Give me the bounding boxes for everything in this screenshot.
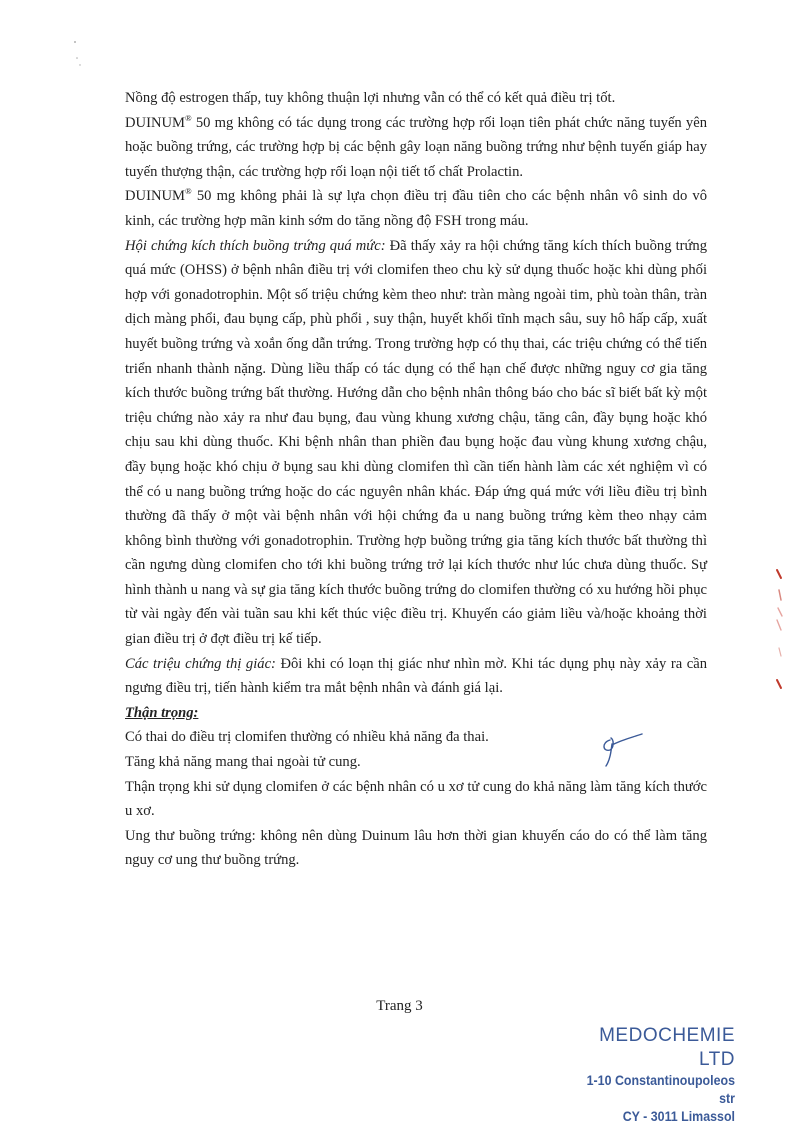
section-lead-visual: Các triệu chứng thị giác: bbox=[125, 655, 276, 672]
paragraph-text: Đôi khi có loạn thị giác như nhìn mờ. Khi tác dụng phụ này xảy ra cần ngưng điều trị, tiến hành kiểm tra mắt bệnh nhân và đánh giá lại. bbox=[125, 655, 707, 697]
scan-speck-marks bbox=[60, 38, 90, 78]
stamp-address-line-2: CY - 3011 Limassol bbox=[622, 1109, 735, 1124]
paragraph-text: 50 mg không phải là sự lựa chọn điều trị đầu tiên cho các bệnh nhân vô sinh do vô kinh, các trường hợp mãn kinh sớm do tăng nồng độ FSH trong máu. bbox=[125, 188, 707, 229]
stamp-address-line-1: 1-10 Constantinoupoleos str bbox=[586, 1073, 735, 1106]
handwritten-signature bbox=[598, 730, 648, 770]
paragraph-text: 50 mg không có tác dụng trong các trường hợp rối loạn tiên phát chức năng tuyến yên hoặc buồng trứng, các trường hợp bị các bệnh gây loạn năng buồng trứng như bệnh tuyến giáp hay tuyến thượng thận, các trường hợp rối loạn nội tiết tố chất Prolactin. bbox=[125, 114, 707, 180]
paragraph-text: Nồng độ estrogen thấp, tuy không thuận lợi nhưng vẫn có thể có kết quả điều trị tốt. bbox=[125, 90, 616, 106]
precaution-item: Tăng khả năng mang thai ngoài tử cung. bbox=[125, 754, 361, 771]
brand-name: DUINUM bbox=[125, 188, 185, 205]
precautions-heading: Thận trọng: bbox=[125, 704, 199, 721]
page-number: Trang 3 bbox=[376, 998, 423, 1014]
margin-stamp-fragment bbox=[765, 560, 795, 700]
paragraph-visual-symptoms bbox=[125, 652, 707, 701]
section-lead-ohss: Hội chứng kích thích buồng trứng quá mức: bbox=[125, 237, 386, 254]
paragraph-duinum-1 bbox=[125, 111, 707, 185]
registered-mark: ® bbox=[185, 186, 192, 197]
company-stamp bbox=[560, 1024, 735, 1126]
precaution-item: Có thai do điều trị clomifen thường có nhiều khả năng đa thai. bbox=[125, 729, 489, 746]
stamp-company-name: MEDOCHEMIE LTD bbox=[599, 1025, 735, 1070]
precaution-item: Thận trọng khi sử dụng clomifen ở các bệnh nhân có u xơ tử cung do khả năng làm tăng kích thước u xơ. bbox=[125, 778, 707, 820]
paragraph-estrogen bbox=[125, 86, 707, 111]
paragraph-ohss bbox=[125, 234, 707, 652]
paragraph-text: Đã thấy xảy ra hội chứng tăng kích thích buồng trứng quá mức (OHSS) ở bệnh nhân điều trị với clomifen theo chu kỳ sử dụng thuốc hoặc khi dùng phối hợp với gonadotrophin. Một số triệu chứng kèm theo như: tràn màng ngoài tim, phù toàn thân, tràn dịch màng phổi, đau bụng cấp, phù phổi , suy thận, huyết khối tĩnh mạch sâu, suy hô hấp cấp, xuất huyết buồng trứng và xoắn ống dẫn trứng. Trong trường hợp có thụ thai, các triệu chứng có thể tiến triển nhanh thành nặng. Dùng liều thấp có tác dụng có thể hạn chế được những nguy cơ gia tăng kích thước buồng trứng bất thường. Hướng dẫn cho bệnh nhân thông báo cho bác sĩ biết bất kỳ một triệu chứng nào xảy ra như đau bụng, đau vùng khung xương chậu, tăng cân, đầy bụng hoặc khó chịu sau khi dùng thuốc. Khi bệnh nhân than phiền đau bụng hoặc đau vùng khung xương chậu, đầy bụng hoặc khó chịu ở bụng sau khi dùng clomifen thì cần tiến hành làm các xét nghiệm vì có thể có u nang buồng trứng hoặc do các nguyên nhân khác. Đáp ứng quá mức với liều điều trị bình thường đã thấy ở một vài bệnh nhân với hội chứng đa u nang buồng trứng kèm theo nhạy cảm không bình thường với gonadotrophin. Trường hợp buồng trứng gia tăng kích thước bất thường thì cần ngưng dùng clomifen cho tới khi buồng trứng trở lại kích thước như lúc chưa dùng thuốc. Sự hình thành u nang và sự gia tăng kích thước buồng trứng do clomifen thường có xu hướng hồi phục từ vài ngày đến vài tuần sau khi kết thúc việc điều trị. Khuyến cáo giảm liều và/hoặc khoảng thời gian điều trị ở đợt điều trị kế tiếp. bbox=[125, 237, 707, 648]
registered-mark: ® bbox=[185, 112, 192, 123]
precaution-item: Ung thư buồng trứng: không nên dùng Duinum lâu hơn thời gian khuyến cáo do có thể làm tăng nguy cơ ung thư buồng trứng. bbox=[125, 827, 707, 869]
brand-name: DUINUM bbox=[125, 114, 185, 131]
paragraph-duinum-2 bbox=[125, 184, 707, 233]
